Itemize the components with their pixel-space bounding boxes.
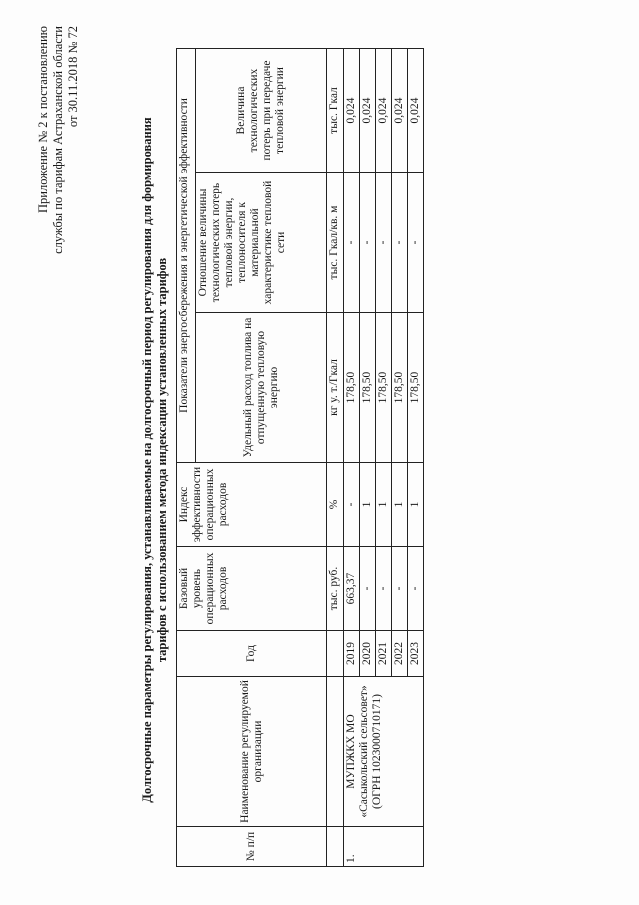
cell-fuel: 178,50 xyxy=(392,313,408,463)
appendix-line-3: от 30.11.2018 № 72 xyxy=(66,26,80,128)
header-num: № п/п xyxy=(177,827,327,867)
cell-year: 2019 xyxy=(344,631,360,677)
cell-year: 2020 xyxy=(360,631,376,677)
appendix-line-1: Приложение № 2 к постановлению xyxy=(36,26,50,213)
unit-index: % xyxy=(327,463,344,547)
appendix-note xyxy=(36,26,81,456)
cell-ratio: - xyxy=(376,173,392,313)
unit-ratio: тыс. Гкал/кв. м xyxy=(327,173,344,313)
cell-losses: 0,024 xyxy=(408,48,424,172)
cell-index: 1 xyxy=(360,463,376,547)
cell-fuel: 178,50 xyxy=(360,313,376,463)
cell-losses: 0,024 xyxy=(360,48,376,172)
cell-year: 2021 xyxy=(376,631,392,677)
cell-losses: 0,024 xyxy=(376,48,392,172)
cell-index: 1 xyxy=(392,463,408,547)
cell-base: - xyxy=(392,547,408,631)
table-row xyxy=(344,48,360,866)
unit-org-empty xyxy=(327,677,344,827)
header-index: Индекс эффективности операционных расходов xyxy=(177,463,327,547)
cell-base: - xyxy=(408,547,424,631)
cell-base: - xyxy=(376,547,392,631)
cell-base: 663,37 xyxy=(344,547,360,631)
header-ratio: Отношение величины технологических потерь тепловой энергии, теплоносителя к материальной характеристике тепловой сети xyxy=(196,173,327,313)
header-row-1 xyxy=(177,48,196,866)
unit-num-empty xyxy=(327,827,344,867)
cell-ratio: - xyxy=(344,173,360,313)
appendix-line-2: службы по тарифам Астраханской области xyxy=(51,26,65,254)
cell-ratio: - xyxy=(392,173,408,313)
document-title xyxy=(140,75,170,845)
cell-index: - xyxy=(344,463,360,547)
parameters-table xyxy=(176,48,424,867)
cell-ratio: - xyxy=(408,173,424,313)
header-org: Наименование регулируемой организации xyxy=(177,677,327,827)
unit-fuel: кг у. т./Гкал xyxy=(327,313,344,463)
header-losses: Величина технологических потерь при передаче тепловой энергии xyxy=(196,48,327,172)
cell-index: 1 xyxy=(376,463,392,547)
header-year: Год xyxy=(177,631,327,677)
unit-year-empty xyxy=(327,631,344,677)
cell-ratio: - xyxy=(360,173,376,313)
cell-fuel: 178,50 xyxy=(408,313,424,463)
header-base: Базовый уровень операционных расходов xyxy=(177,547,327,631)
units-row xyxy=(327,48,344,866)
cell-fuel: 178,50 xyxy=(376,313,392,463)
cell-fuel: 178,50 xyxy=(344,313,360,463)
cell-base: - xyxy=(360,547,376,631)
row-number: 1. xyxy=(344,827,424,867)
cell-losses: 0,024 xyxy=(392,48,408,172)
header-group: Показатели энергосбережения и энергетической эффективности xyxy=(177,48,196,462)
cell-year: 2023 xyxy=(408,631,424,677)
unit-losses: тыс. Гкал xyxy=(327,48,344,172)
organization-name: МУПЖКХ МО «Сасыкольский сельсовет» (ОГРН 1023000710171) xyxy=(344,677,424,827)
title-line-2: тарифов с использованием метода индексации установленных тарифов xyxy=(155,257,169,663)
cell-year: 2022 xyxy=(392,631,408,677)
cell-losses: 0,024 xyxy=(344,48,360,172)
cell-index: 1 xyxy=(408,463,424,547)
unit-base: тыс. руб. xyxy=(327,547,344,631)
header-fuel: Удельный расход топлива на отпущенную тепловую энергию xyxy=(196,313,327,463)
title-line-1: Долгосрочные параметры регулирования, устанавливаемые на долгосрочный период регулирования для формирования xyxy=(140,117,154,803)
